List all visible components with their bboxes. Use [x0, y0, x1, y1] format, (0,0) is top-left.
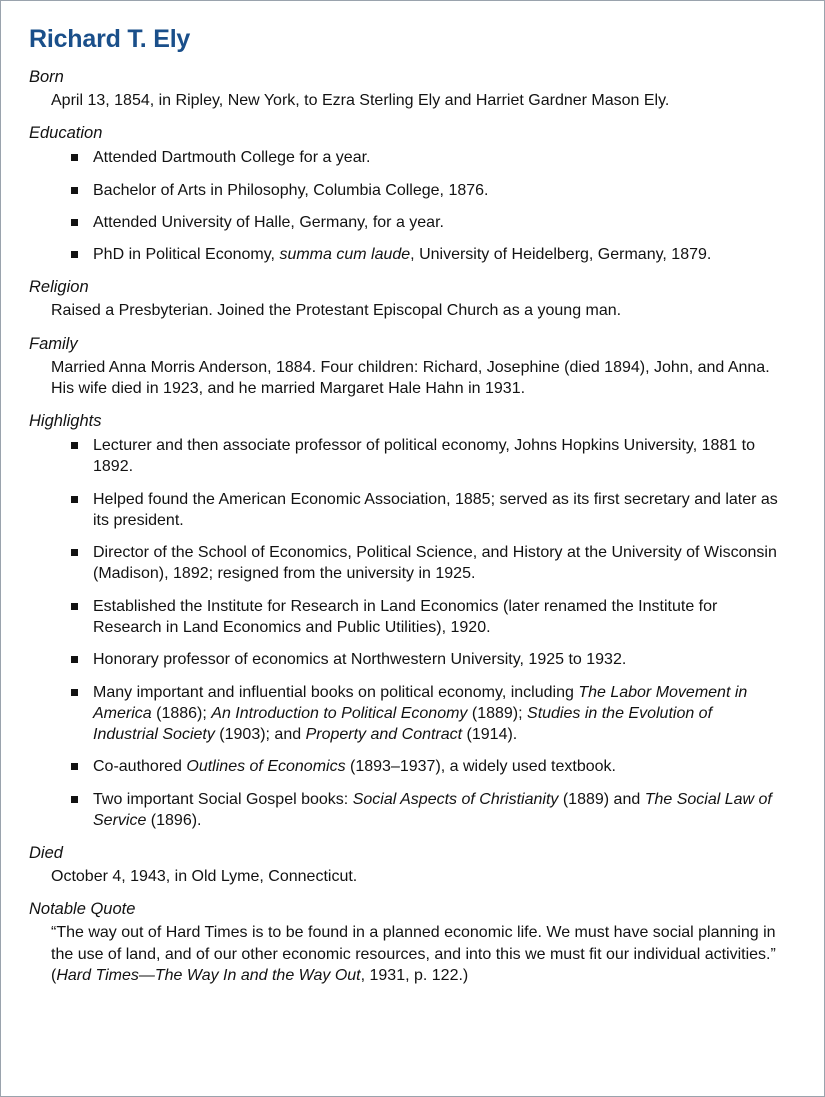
- list-item-text: Co-authored Outlines of Economics (1893–1937), a widely used textbook.: [93, 758, 616, 776]
- section-heading: Died: [29, 844, 63, 863]
- list-item: [27, 682, 798, 746]
- section-paragraph: Raised a Presbyterian. Joined the Protestant Episcopal Church as a young man.: [51, 302, 622, 320]
- list-item: [27, 244, 798, 265]
- list-item: [27, 489, 798, 532]
- list-item-text: Bachelor of Arts in Philosophy, Columbia College, 1876.: [93, 181, 489, 199]
- section-heading: Education: [29, 124, 103, 143]
- square-bullet-icon: [71, 656, 78, 663]
- section-heading: Religion: [29, 278, 89, 297]
- section-paragraph: April 13, 1854, in Ripley, New York, to Ezra Sterling Ely and Harriet Gardner Mason Ely.: [51, 92, 670, 109]
- list-item-text: Lecturer and then associate professor of political economy, Johns Hopkins University, 1881 to 1892.: [93, 437, 755, 476]
- section-highlights: [27, 412, 798, 831]
- list-item-text: Attended Dartmouth College for a year.: [93, 149, 371, 167]
- section-paragraph: “The way out of Hard Times is to be found in a planned economic life. We must have social planning in the use of land, and of our other economic resources, and into this we must fit our individual activities.” (Hard Times—The Way In and the Way Out, 1931, p. 122.): [51, 924, 776, 984]
- list-item-text: Helped found the American Economic Association, 1885; served as its first secretary and later as its president.: [93, 490, 778, 529]
- list-item: [27, 180, 798, 201]
- section-education: [27, 124, 798, 265]
- list-item: [27, 542, 798, 585]
- bullet-list: [27, 435, 798, 831]
- bullet-list: [27, 147, 798, 265]
- square-bullet-icon: [71, 154, 78, 161]
- section-born: [27, 68, 798, 111]
- list-item: [27, 789, 798, 832]
- square-bullet-icon: [71, 689, 78, 696]
- list-item-text: Many important and influential books on political economy, including The Labor Movement in America (1886); An Introduction to Political Economy (1889); Studies in the Evolution of Industrial Society (1903); and Property and Contract (1914).: [93, 683, 748, 744]
- list-item-text: Director of the School of Economics, Political Science, and History at the University of Wisconsin (Madison), 1892; resigned from the university in 1925.: [93, 544, 777, 583]
- section-heading: Highlights: [29, 412, 102, 431]
- square-bullet-icon: [71, 251, 78, 258]
- square-bullet-icon: [71, 219, 78, 226]
- sections-container: [27, 68, 798, 986]
- list-item: [27, 212, 798, 233]
- square-bullet-icon: [71, 442, 78, 449]
- list-item-text: Established the Institute for Research in Land Economics (later renamed the Institute for Research in Land Economics and Public Utilities), 1920.: [93, 597, 718, 636]
- list-item: [27, 147, 798, 168]
- section-notable-quote: [27, 900, 798, 986]
- list-item-text: PhD in Political Economy, summa cum laude, University of Heidelberg, Germany, 1879.: [93, 246, 712, 264]
- square-bullet-icon: [71, 603, 78, 610]
- square-bullet-icon: [71, 549, 78, 556]
- section-family: [27, 335, 798, 400]
- page-title: Richard T. Ely: [29, 25, 191, 53]
- list-item-text: Honorary professor of economics at Northwestern University, 1925 to 1932.: [93, 651, 627, 669]
- section-died: [27, 844, 798, 887]
- section-heading: Family: [29, 334, 78, 353]
- section-heading: Born: [29, 68, 64, 86]
- section-heading: Notable Quote: [29, 900, 136, 919]
- square-bullet-icon: [71, 187, 78, 194]
- list-item: [27, 756, 798, 777]
- list-item-text: Two important Social Gospel books: Social Aspects of Christianity (1889) and The Social Law of Service (1896).: [93, 790, 772, 829]
- list-item: [27, 596, 798, 639]
- section-paragraph: Married Anna Morris Anderson, 1884. Four children: Richard, Josephine (died 1894), John, and Anna. His wife died in 1923, and he married Margaret Hale Hahn in 1931.: [51, 358, 770, 397]
- square-bullet-icon: [71, 763, 78, 770]
- list-item: [27, 435, 798, 478]
- list-item: [27, 649, 798, 670]
- section-religion: [27, 278, 798, 321]
- square-bullet-icon: [71, 496, 78, 503]
- section-paragraph: October 4, 1943, in Old Lyme, Connecticut.: [51, 868, 358, 886]
- list-item-text: Attended University of Halle, Germany, for a year.: [93, 213, 444, 231]
- square-bullet-icon: [71, 796, 78, 803]
